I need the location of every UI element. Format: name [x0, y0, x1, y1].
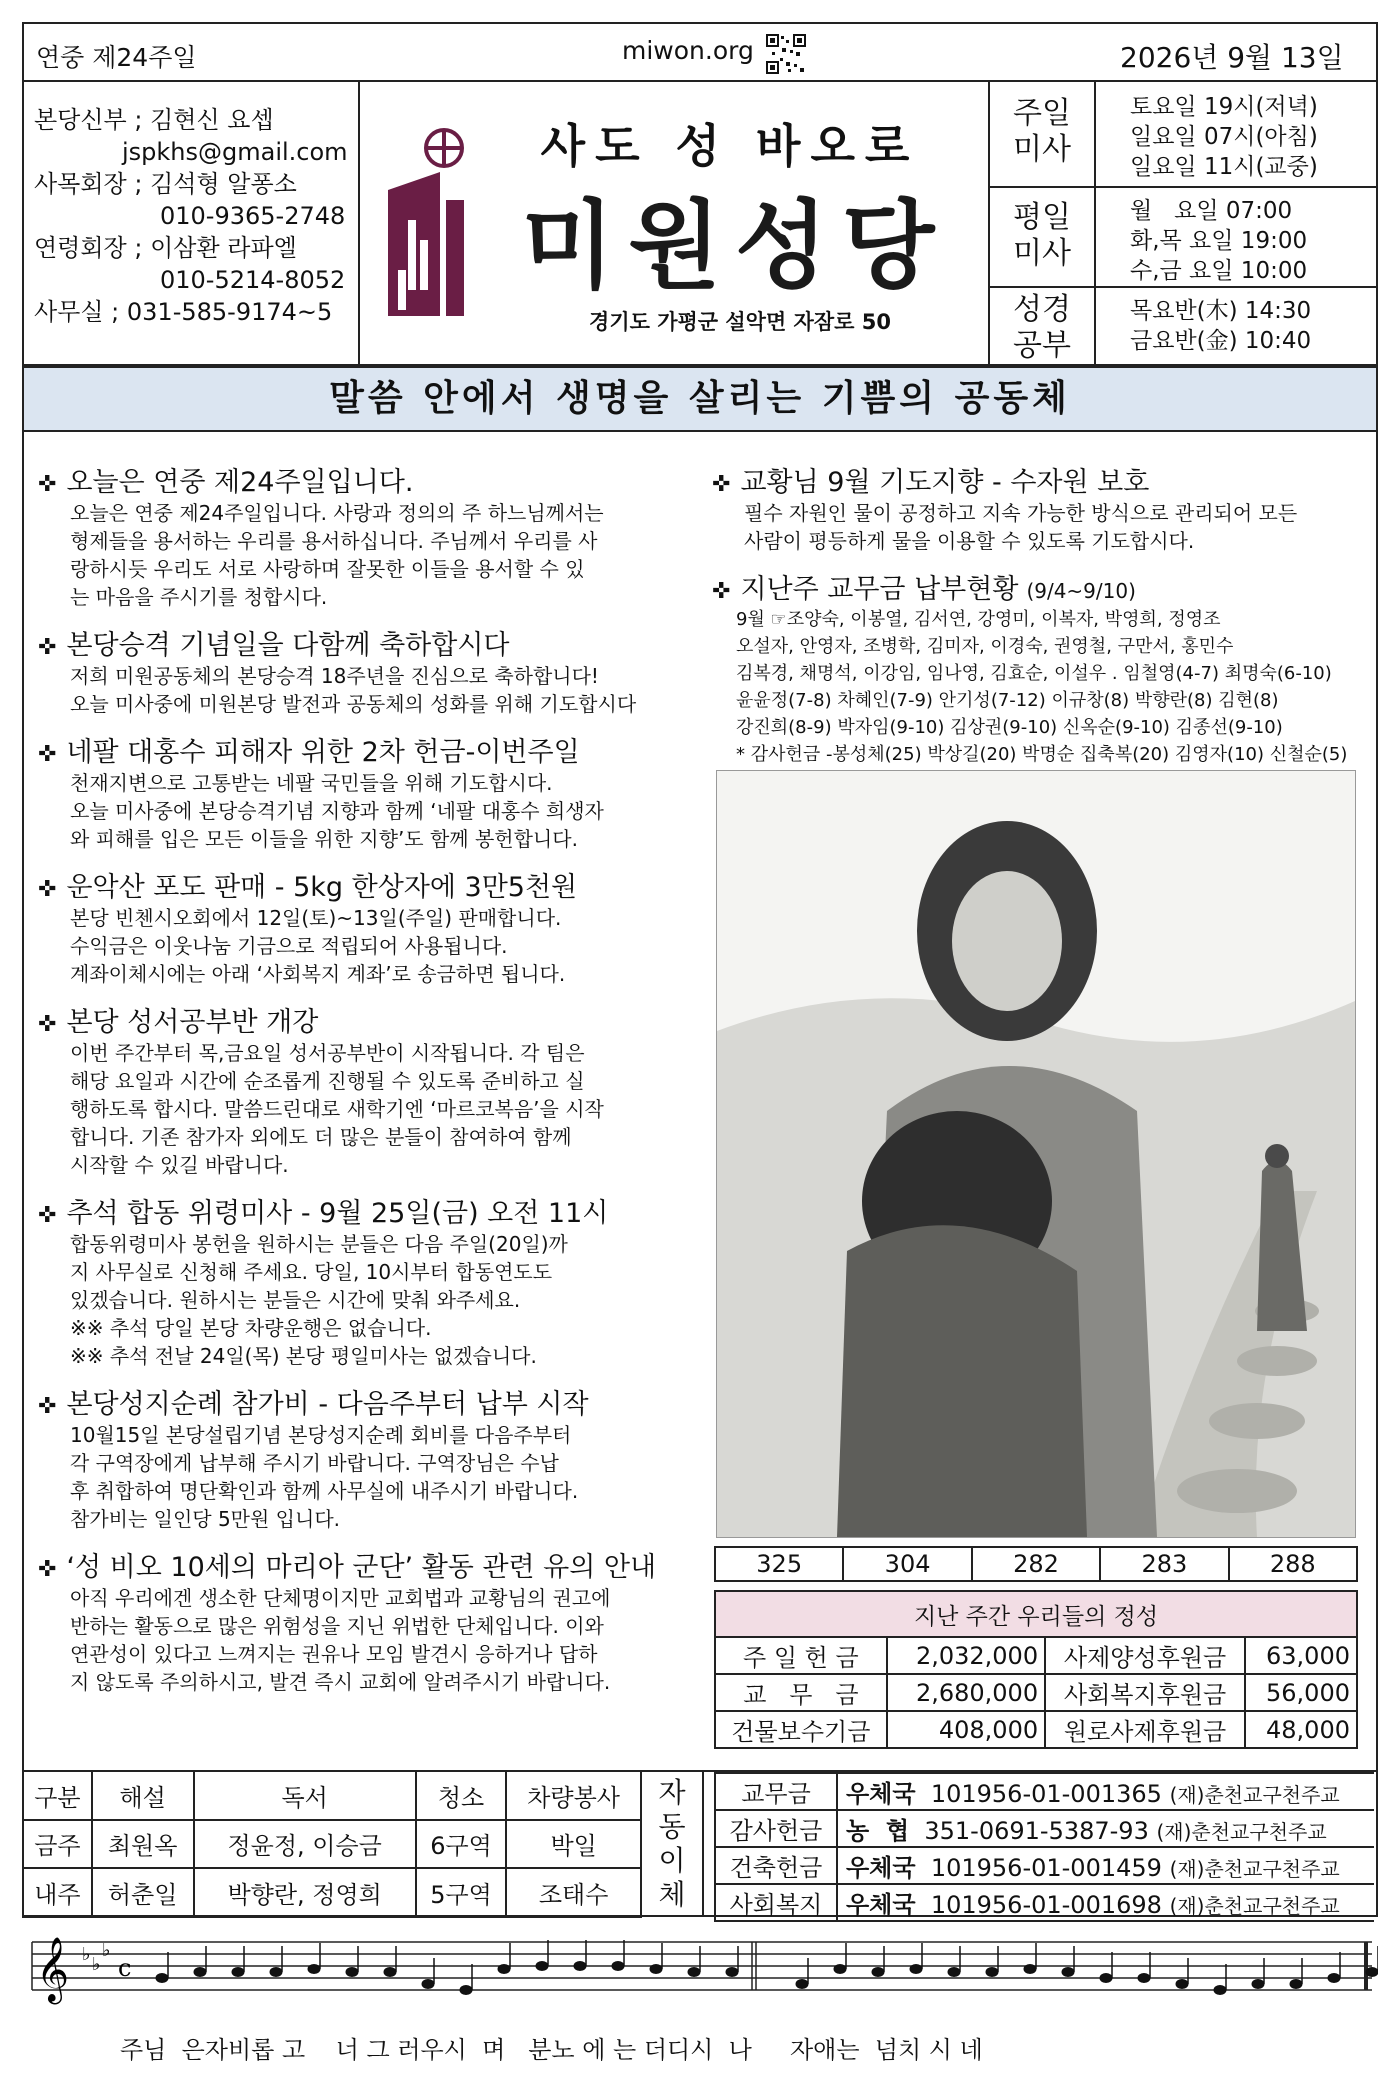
- account-purpose: 교무금: [715, 1773, 837, 1810]
- sunday-mass-times: 토요일 19시(저녁) 일요일 07시(아침) 일요일 11시(교중): [1130, 94, 1318, 180]
- offering-table: [714, 1590, 1358, 1749]
- account-detail: 우체국 101956-01-001459 (재)춘천교구천주교: [837, 1847, 1374, 1884]
- week-label: 연중 제24주일: [36, 43, 197, 72]
- site-link[interactable]: miwon.org: [622, 36, 754, 65]
- offering-label: 사제양성후원금: [1045, 1637, 1245, 1674]
- offering-amount: 48,000: [1245, 1711, 1357, 1748]
- announcement-section: [38, 1545, 678, 1696]
- note-head: [948, 1968, 960, 1977]
- announcement-title: ✜ 오늘은 연중 제24주일입니다.: [38, 467, 414, 498]
- offering-title: 지난 주간 우리들의 정성: [715, 1591, 1357, 1637]
- church-logo-icon: [384, 120, 468, 320]
- note-head: [1366, 1968, 1378, 1977]
- account-purpose: 감사헌금: [715, 1810, 837, 1847]
- funeral-chair-phone: 010-5214-8052: [160, 266, 346, 294]
- announcement-section: [38, 1000, 678, 1179]
- duty-roster-table: [22, 1770, 642, 1918]
- pastor: 본당신부 ; 김현신 요셉: [34, 106, 274, 134]
- duty-cell: 조태수: [506, 1868, 641, 1917]
- qr-code-icon: [766, 34, 806, 74]
- issue-date: 2026년 9월 13일: [1120, 41, 1344, 74]
- svg-text:c: c: [118, 1954, 132, 1982]
- offering-amount: 63,000: [1245, 1637, 1357, 1674]
- announcement-body: 오늘은 연중 제24주일입니다. 사랑과 정의의 주 하느님께서는 형제들을 용서하는 우리를 용서하십니다. 주님께서 우리를 사 랑하시듯 우리도 서로 사랑하며 잘못한 이들을 용서할 수 있 는 마음을 주시기를 청합시다.: [70, 501, 604, 609]
- bible-study-times: 목요반(木) 14:30 금요반(金) 10:40: [1130, 298, 1312, 354]
- office-phone: 사무실 ; 031-585-9174~5: [34, 298, 333, 326]
- council-chair-phone: 010-9365-2748: [160, 202, 346, 230]
- announcement-title: ✜ 교황님 9월 기도지향 - 수자원 보호: [712, 467, 1150, 498]
- duty-header: 청소: [416, 1771, 506, 1820]
- offering-amount: 408,000: [887, 1711, 1045, 1748]
- note-head: [1328, 1974, 1340, 1983]
- announcement-section: [38, 1382, 678, 1533]
- header-divider: [22, 80, 1378, 82]
- offering-label: 교 무 금: [715, 1674, 887, 1711]
- note-head: [834, 1965, 846, 1974]
- note-head: [612, 1962, 624, 1971]
- bullet-icon: ✜: [38, 1203, 57, 1228]
- note-head: [1252, 1980, 1264, 1989]
- announcement-section: [38, 1191, 678, 1370]
- note-head: [1100, 1974, 1112, 1983]
- music-staff: [22, 1924, 1378, 2024]
- announcement-body: 이번 주간부터 목,금요일 성서공부반이 시작됩니다. 각 팀은 해당 요일과 시간에 순조롭게 진행될 수 있도록 준비하고 실 행하도록 합시다. 말씀드린대로 새학기엔 ‘마르코복음’을 시작 합니다. 기존 참가자 외에도 더 많은 분들이 참여하여 함께 시작할 수 있길 바랍니다.: [70, 1041, 604, 1177]
- weekday-mass-times: 월 요일 07:00 화,목 요일 19:00 수,금 요일 10:00: [1130, 198, 1308, 284]
- mass-divider-1: [988, 186, 1378, 188]
- mass-divider-2: [988, 286, 1378, 288]
- duty-cell: 박일: [506, 1820, 641, 1869]
- offering-label: 원로사제후원금: [1045, 1711, 1245, 1748]
- note-head: [384, 1968, 396, 1977]
- announcement-title: ✜ 지난주 교무금 납부현황 (9/4~9/10): [712, 574, 1136, 605]
- note-head: [460, 1986, 472, 1995]
- announcement-section: [38, 865, 678, 988]
- announcement-body: 본당 빈첸시오회에서 12일(토)~13일(주일) 판매합니다. 수익금은 이웃나눔 기금으로 적립되어 사용됩니다. 계좌이체시에는 아래 ‘사회복지 계좌’로 송금하면 됩니다.: [70, 906, 566, 986]
- auto-transfer-label: 자 동 이 체: [642, 1772, 704, 1916]
- attendance-cell: 282: [972, 1547, 1100, 1581]
- left-column: [38, 460, 678, 1708]
- announcement-section: [38, 460, 678, 611]
- note-head: [346, 1968, 358, 1977]
- duty-cell: 박향란, 정영희: [194, 1868, 416, 1917]
- right-column: [712, 460, 1362, 780]
- account-detail: 우체국 101956-01-001365 (재)춘천교구천주교: [837, 1773, 1374, 1810]
- account-detail: 우체국 101956-01-001698 (재)춘천교구천주교: [837, 1884, 1374, 1921]
- note-head: [688, 1968, 700, 1977]
- announcement-body: 저희 미원공동체의 본당승격 18주년을 진심으로 축하합니다! 오늘 미사중에 미원본당 발전과 공동체의 성화를 위해 기도합시다: [70, 664, 637, 716]
- info-vline-3: [1094, 80, 1096, 364]
- duty-cell: 허춘일: [92, 1868, 194, 1917]
- note-head: [650, 1965, 662, 1974]
- bullet-icon: ✜: [38, 1394, 57, 1419]
- offering-amount: 2,680,000: [887, 1674, 1045, 1711]
- note-head: [422, 1980, 434, 1989]
- note-head: [270, 1968, 282, 1977]
- announcement-title: ✜ ‘성 비오 10세의 마리아 군단’ 활동 관련 유의 안내: [38, 1552, 657, 1583]
- prodigal-son-illustration: [716, 770, 1356, 1538]
- bullet-icon: ✜: [38, 877, 57, 902]
- svg-text:𝄞: 𝄞: [36, 1937, 70, 2002]
- council-chair: 사목회장 ; 김석형 알퐁소: [34, 170, 297, 198]
- bullet-icon: ✜: [38, 1557, 57, 1582]
- song-lyrics: 주님 은자비롭 고 너 그 러우시 며 분노 에 는 더디시 나 자애는 넘치 시 네: [120, 2036, 983, 2064]
- bullet-icon: ✜: [712, 472, 731, 497]
- note-head: [1214, 1986, 1226, 1995]
- announcement-body: 10월15일 본당설립기념 본당성지순례 회비를 다음주부터 각 구역장에게 납부해 주시기 바랍니다. 구역장님은 수납 후 취합하여 명단확인과 함께 사무실에 내주시기 바랍니다. 참가비는 일인당 5만원 입니다.: [70, 1423, 579, 1531]
- announcement-body: 9월 ☞조양숙, 이봉열, 김서연, 강영미, 이복자, 박영희, 정영조 오설자, 안영자, 조병학, 김미자, 이경숙, 권영철, 구만서, 홍민수 김복경, 채명석, 이강임, 임나영, 김효순, 이설우 . 임철영(4-7) 최명숙(6-10) 윤윤정(7-8) 차혜인(7-9) 안기성(7-12) 이규창(8) 박향란(8) 김현(8) 강진희(8-9) 박자임(9-10) 김상권(9-10) 신옥순(9-10) 김종선(9-10) * 감사헌금 -봉성체(25) 박상길(20) 박명순 집축복(20) 김영자(10) 신철순(5): [736, 609, 1348, 765]
- note-head: [232, 1968, 244, 1977]
- church-subtitle: 사도 성 바오로: [540, 119, 920, 173]
- announcement-title: ✜ 본당성지순례 참가비 - 다음주부터 납부 시작: [38, 1389, 589, 1420]
- duty-cell: 5구역: [416, 1868, 506, 1917]
- duty-cell: 6구역: [416, 1820, 506, 1869]
- announcement-section: [38, 730, 678, 853]
- announcement-section: [712, 460, 1362, 555]
- info-vline-1: [358, 80, 360, 364]
- note-head: [726, 1968, 738, 1977]
- note-head: [1138, 1974, 1150, 1983]
- church-address: 경기도 가평군 설악면 자잠로 50: [589, 310, 891, 334]
- motto-banner: 말씀 안에서 생명을 살리는 기쁨의 공동체: [24, 366, 1376, 432]
- attendance-table: [714, 1546, 1358, 1582]
- announcement-title: ✜ 본당승격 기념일을 다함께 축하합시다: [38, 630, 510, 661]
- attendance-cell: 325: [715, 1547, 843, 1581]
- staff-info: [34, 104, 354, 328]
- attendance-cell: 283: [1100, 1547, 1228, 1581]
- note-head: [308, 1965, 320, 1974]
- announcement-title: ✜ 운악산 포도 판매 - 5kg 한상자에 3만5천원: [38, 872, 578, 903]
- duty-cell: 금주: [23, 1820, 92, 1869]
- note-head: [1176, 1980, 1188, 1989]
- note-head: [536, 1962, 548, 1971]
- announcement-title: ✜ 본당 성서공부반 개강: [38, 1007, 319, 1038]
- account-detail: 농 협 351-0691-5387-93 (재)춘천교구천주교: [837, 1810, 1374, 1847]
- offering-label: 건물보수기금: [715, 1711, 887, 1748]
- funeral-chair: 연령회장 ; 이삼환 라파엘: [34, 234, 297, 262]
- announcement-body: 아직 우리에겐 생소한 단체명이지만 교회법과 교황님의 권고에 반하는 활동으로 많은 위험성을 지닌 위법한 단체입니다. 이와 연관성이 있다고 느껴지는 권유나 모임 발견시 응하거나 답하 지 않도록 주의하시고, 발견 즉시 교회에 알려주시기 바랍니다.: [70, 1586, 611, 1694]
- sunday-mass-label: 주일 미사: [1013, 96, 1071, 167]
- attendance-cell: 288: [1229, 1547, 1357, 1581]
- account-purpose: 건축헌금: [715, 1847, 837, 1884]
- note-head: [986, 1968, 998, 1977]
- church-name: 미원성당: [521, 190, 949, 302]
- duty-header: 구분: [23, 1771, 92, 1820]
- offering-label: 사회복지후원금: [1045, 1674, 1245, 1711]
- note-head: [498, 1965, 510, 1974]
- announcement-section: [38, 623, 678, 718]
- offering-amount: 56,000: [1245, 1674, 1357, 1711]
- duty-header: 해설: [92, 1771, 194, 1820]
- svg-text:♭: ♭: [102, 1940, 111, 1961]
- announcement-body: 천재지변으로 고통받는 네팔 국민들을 위해 기도합시다. 오늘 미사중에 본당승격기념 지향과 함께 ‘네팔 대홍수 희생자 와 피해를 입은 모든 이들을 위한 지향’도 함께 봉헌합니다.: [70, 771, 604, 851]
- note-head: [796, 1980, 808, 1989]
- account-purpose: 사회복지: [715, 1884, 837, 1921]
- bullet-icon: ✜: [38, 472, 57, 497]
- duty-header: 독서: [194, 1771, 416, 1820]
- announcement-body: 합동위령미사 봉헌을 원하시는 분들은 다음 주일(20일)까 지 사무실로 신청해 주세요. 당일, 10시부터 합동연도도 있겠습니다. 원하시는 분들은 시간에 맞춰 와주세요. ※※ 추석 당일 본당 차량운행은 없습니다. ※※ 추석 전날 24일(목) 본당 평일미사는 없겠습니다.: [70, 1232, 568, 1368]
- note-head: [872, 1968, 884, 1977]
- note-head: [1062, 1968, 1074, 1977]
- note-head: [156, 1974, 168, 1983]
- note-head: [1290, 1980, 1302, 1989]
- pastor-email[interactable]: jspkhs@gmail.com: [122, 138, 348, 166]
- duty-cell: 최원옥: [92, 1820, 194, 1869]
- note-head: [910, 1965, 922, 1974]
- offering-label: 주 일 헌 금: [715, 1637, 887, 1674]
- note-head: [574, 1962, 586, 1971]
- auto-transfer-table: [714, 1772, 1374, 1922]
- note-head: [1024, 1965, 1036, 1974]
- announcement-body: 필수 자원인 물이 공정하고 지속 가능한 방식으로 관리되어 모든 사람이 평등하게 물을 이용할 수 있도록 기도합시다.: [744, 501, 1298, 553]
- bullet-icon: ✜: [38, 635, 57, 660]
- attendance-cell: 304: [843, 1547, 971, 1581]
- svg-text:♭: ♭: [82, 1944, 91, 1965]
- bullet-icon: ✜: [38, 1012, 57, 1037]
- weekday-mass-label: 평일 미사: [1013, 200, 1071, 271]
- announcement-title: ✜ 추석 합동 위령미사 - 9월 25일(금) 오전 11시: [38, 1198, 609, 1229]
- bullet-icon: ✜: [712, 579, 731, 604]
- bullet-icon: ✜: [38, 742, 57, 767]
- offering-amount: 2,032,000: [887, 1637, 1045, 1674]
- duty-cell: 내주: [23, 1868, 92, 1917]
- announcement-title: ✜ 네팔 대홍수 피해자 위한 2차 헌금-이번주일: [38, 737, 580, 768]
- bible-study-label: 성경 공부: [1013, 292, 1071, 363]
- duty-cell: 정윤정, 이승금: [194, 1820, 416, 1869]
- duty-header: 차량봉사: [506, 1771, 641, 1820]
- svg-text:♭: ♭: [92, 1954, 101, 1975]
- note-head: [194, 1968, 206, 1977]
- announcement-section: [712, 567, 1362, 768]
